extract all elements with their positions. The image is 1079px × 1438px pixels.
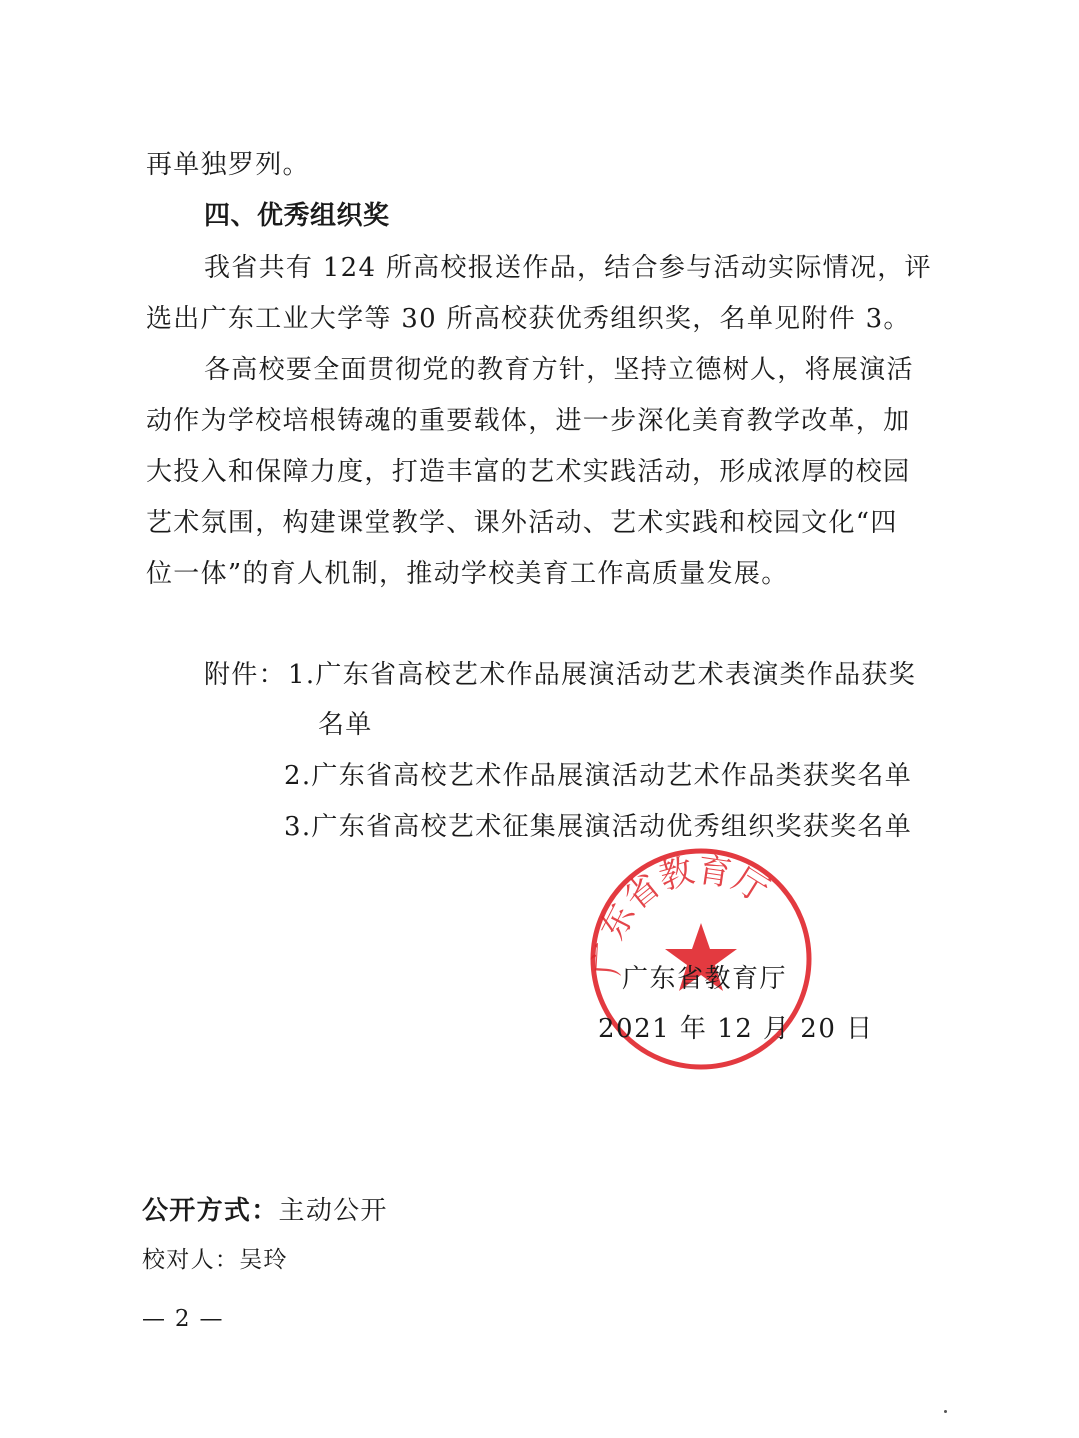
scan-speck bbox=[944, 1410, 947, 1413]
disclosure-value: 主动公开 bbox=[278, 1196, 388, 1226]
body-line: 各高校要全面贯彻党的教育方针，坚持立德树人，将展演活 bbox=[204, 355, 914, 385]
attachment-item: 3.广东省高校艺术征集展演活动优秀组织奖获奖名单 bbox=[284, 812, 913, 842]
body-line: 再单独罗列。 bbox=[146, 150, 310, 180]
disclosure-label: 公开方式： bbox=[142, 1196, 279, 1226]
attachment-item: 2.广东省高校艺术作品展演活动艺术作品类获奖名单 bbox=[284, 761, 913, 791]
body-line: 我省共有 124 所高校报送作品，结合参与活动实际情况，评 bbox=[204, 253, 932, 283]
body-line: 艺术氛围，构建课堂教学、课外活动、艺术实践和校园文化“四 bbox=[146, 508, 898, 538]
attachment-item: 1.广东省高校艺术作品展演活动艺术表演类作品获奖 bbox=[288, 660, 917, 690]
issuer-name: 广东省教育厅 bbox=[622, 964, 788, 994]
body-line: 动作为学校培根铸魂的重要载体，进一步深化美育教学改革，加 bbox=[146, 406, 911, 436]
body-line: 位一体”的育人机制，推动学校美育工作高质量发展。 bbox=[146, 559, 789, 589]
attachments-label: 附件： bbox=[204, 660, 286, 690]
body-line: 大投入和保障力度，打造丰富的艺术实践活动，形成浓厚的校园 bbox=[146, 457, 911, 487]
seal-text: 广东省教育厅 bbox=[587, 849, 776, 978]
issue-date: 2021 年 12 月 20 日 bbox=[598, 1014, 874, 1044]
proofreader: 校对人：吴玲 bbox=[142, 1247, 288, 1273]
page-number: — 2 — bbox=[142, 1306, 224, 1332]
section-heading: 四、优秀组织奖 bbox=[204, 201, 390, 231]
body-line: 选出广东工业大学等 30 所高校获优秀组织奖，名单见附件 3。 bbox=[146, 304, 911, 334]
attachment-item-continued: 名单 bbox=[318, 710, 373, 740]
disclosure-row bbox=[142, 1194, 388, 1228]
